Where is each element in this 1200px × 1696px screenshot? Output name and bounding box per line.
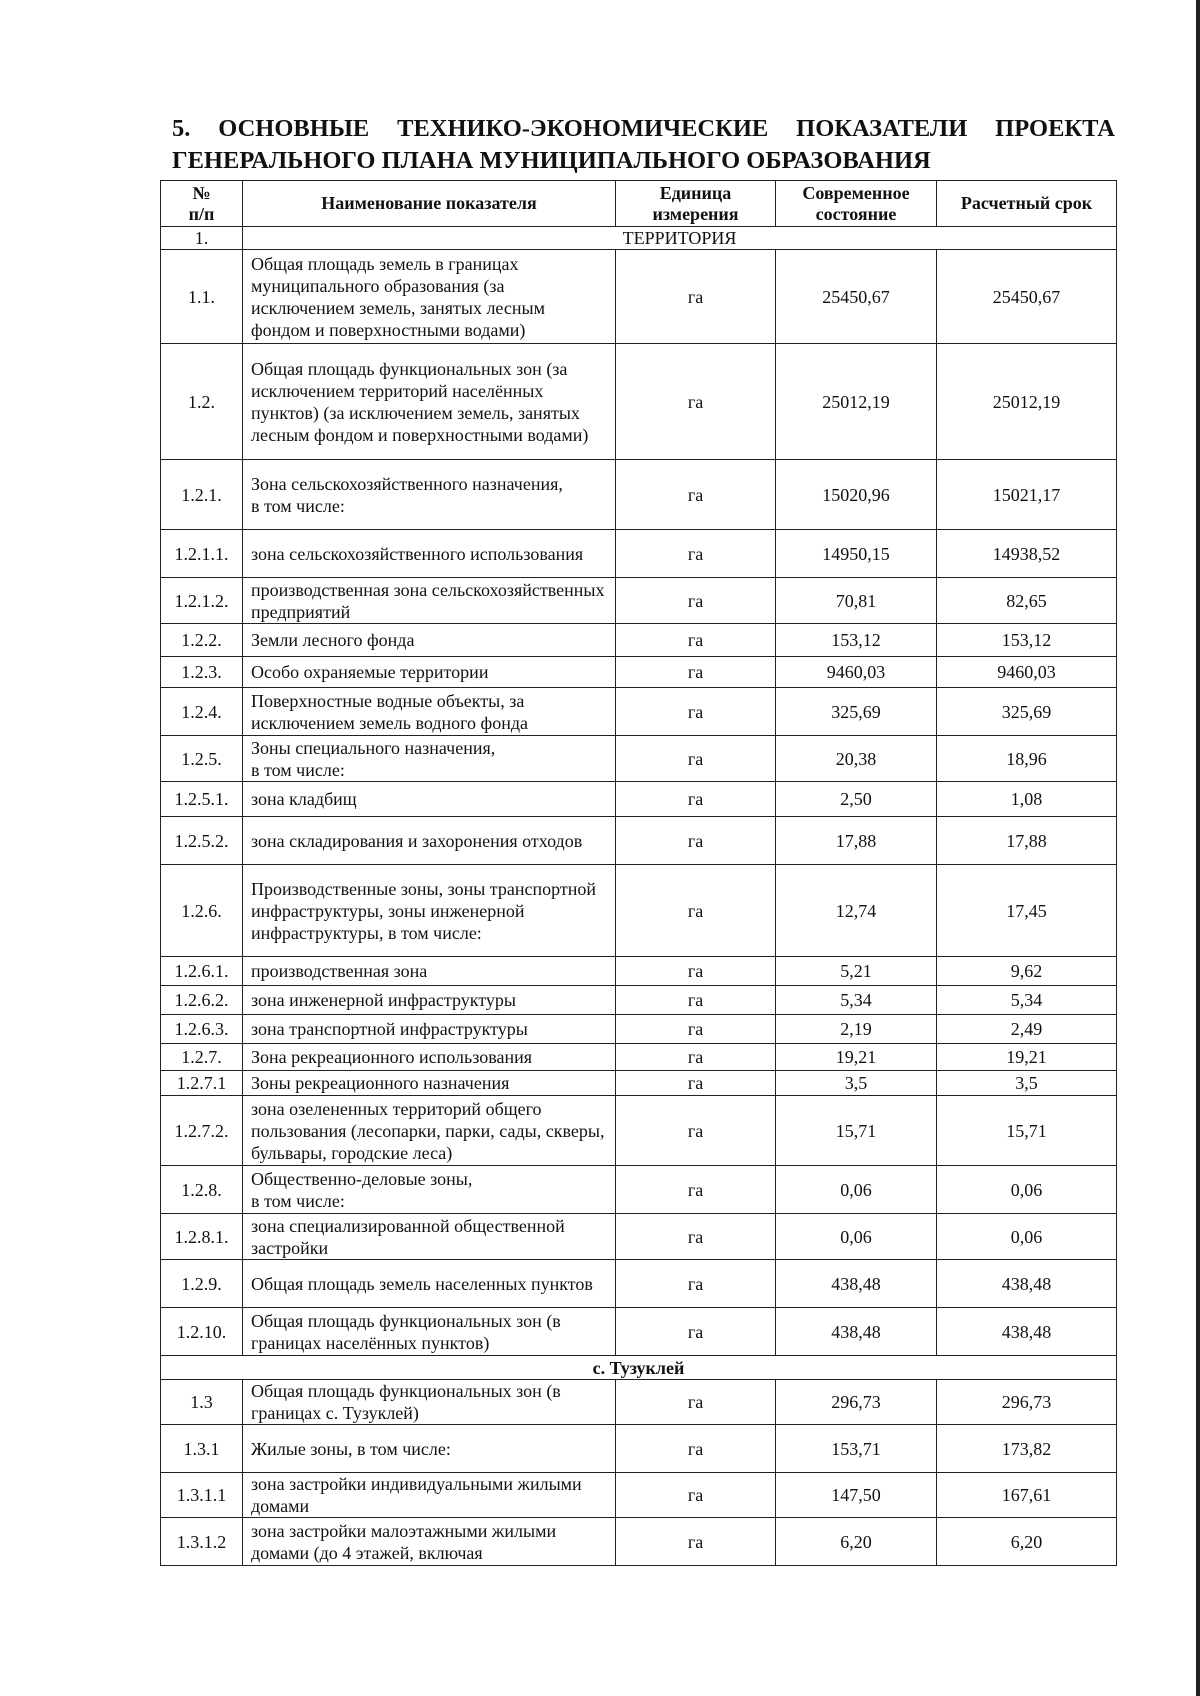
row-current: 2,50 <box>776 782 937 817</box>
row-current: 3,5 <box>776 1071 937 1096</box>
table-row <box>161 1380 1117 1425</box>
row-target: 438,48 <box>937 1260 1117 1308</box>
row-current: 20,38 <box>776 736 937 782</box>
table-row <box>161 782 1117 817</box>
row-current: 9460,03 <box>776 657 937 688</box>
row-unit: га <box>616 688 776 736</box>
row-unit: га <box>616 1260 776 1308</box>
row-name: зона озелененных территорий общего пользования (лесопарки, парки, сады, скверы, бульвары, городские леса) <box>243 1096 616 1166</box>
table-row <box>161 1518 1117 1566</box>
table-row <box>161 986 1117 1015</box>
table-row <box>161 1425 1117 1473</box>
section-title: ТЕРРИТОРИЯ <box>243 227 1117 250</box>
row-unit: га <box>616 1473 776 1518</box>
row-unit: га <box>616 1380 776 1425</box>
row-current: 153,12 <box>776 624 937 657</box>
header-num: № п/п <box>161 181 243 227</box>
section-row <box>161 227 1117 250</box>
row-num: 1.2.5.2. <box>161 817 243 865</box>
row-current: 14950,15 <box>776 530 937 578</box>
row-unit: га <box>616 986 776 1015</box>
row-num: 1.3.1.2 <box>161 1518 243 1566</box>
row-name: производственная зона <box>243 957 616 986</box>
row-name: Зоны специального назначения, в том числе: <box>243 736 616 782</box>
table-row <box>161 1015 1117 1044</box>
row-unit: га <box>616 1518 776 1566</box>
row-num: 1.2.5. <box>161 736 243 782</box>
table-row <box>161 1473 1117 1518</box>
row-target: 19,21 <box>937 1044 1117 1071</box>
row-name: зона складирования и захоронения отходов <box>243 817 616 865</box>
row-name: производственная зона сельскохозяйственных предприятий <box>243 578 616 624</box>
row-target: 167,61 <box>937 1473 1117 1518</box>
table-row <box>161 344 1117 460</box>
row-num: 1.2.1.1. <box>161 530 243 578</box>
row-num: 1.2.7.1 <box>161 1071 243 1096</box>
row-current: 325,69 <box>776 688 937 736</box>
row-name: Зона сельскохозяйственного назначения, в том числе: <box>243 460 616 530</box>
row-name: Общая площадь функциональных зон (в границах с. Тузуклей) <box>243 1380 616 1425</box>
row-current: 2,19 <box>776 1015 937 1044</box>
row-name: Общая площадь земель в границах муниципального образования (за исключением земель, занятых лесным фондом и поверхностными водами) <box>243 250 616 344</box>
row-num: 1.2.4. <box>161 688 243 736</box>
row-num: 1.2.6. <box>161 865 243 957</box>
header-current: Современное состояние <box>776 181 937 227</box>
row-target: 2,49 <box>937 1015 1117 1044</box>
row-num: 1.2.7. <box>161 1044 243 1071</box>
table-row <box>161 957 1117 986</box>
row-unit: га <box>616 736 776 782</box>
row-num: 1.2.3. <box>161 657 243 688</box>
row-unit: га <box>616 530 776 578</box>
table-row <box>161 1214 1117 1260</box>
row-name: зона сельскохозяйственного использования <box>243 530 616 578</box>
page-edge <box>1196 0 1200 1696</box>
row-unit: га <box>616 1015 776 1044</box>
row-unit: га <box>616 460 776 530</box>
table-row <box>161 530 1117 578</box>
row-target: 15,71 <box>937 1096 1117 1166</box>
row-target: 3,5 <box>937 1071 1117 1096</box>
row-num: 1.2.8. <box>161 1166 243 1214</box>
row-unit: га <box>616 1044 776 1071</box>
row-unit: га <box>616 817 776 865</box>
row-target: 25012,19 <box>937 344 1117 460</box>
table-row <box>161 1166 1117 1214</box>
row-target: 438,48 <box>937 1308 1117 1356</box>
row-unit: га <box>616 1425 776 1473</box>
row-name: зона специализированной общественной застройки <box>243 1214 616 1260</box>
table-row <box>161 736 1117 782</box>
row-target: 296,73 <box>937 1380 1117 1425</box>
table-header-row <box>161 181 1117 227</box>
row-unit: га <box>616 865 776 957</box>
row-unit: га <box>616 1214 776 1260</box>
row-unit: га <box>616 1166 776 1214</box>
row-target: 9460,03 <box>937 657 1117 688</box>
row-target: 173,82 <box>937 1425 1117 1473</box>
row-current: 12,74 <box>776 865 937 957</box>
row-current: 0,06 <box>776 1214 937 1260</box>
table-row <box>161 578 1117 624</box>
row-num: 1.2.6.1. <box>161 957 243 986</box>
row-name: зона застройки малоэтажными жилыми домами (до 4 этажей, включая <box>243 1518 616 1566</box>
header-target: Расчетный срок <box>937 181 1117 227</box>
row-unit: га <box>616 1308 776 1356</box>
row-current: 70,81 <box>776 578 937 624</box>
row-current: 15,71 <box>776 1096 937 1166</box>
row-name: зона застройки индивидуальными жилыми домами <box>243 1473 616 1518</box>
row-target: 17,45 <box>937 865 1117 957</box>
row-name: Жилые зоны, в том числе: <box>243 1425 616 1473</box>
row-name: Общая площадь земель населенных пунктов <box>243 1260 616 1308</box>
row-num: 1.3.1 <box>161 1425 243 1473</box>
section-row <box>161 1356 1117 1380</box>
table-row <box>161 817 1117 865</box>
row-current: 15020,96 <box>776 460 937 530</box>
row-current: 25012,19 <box>776 344 937 460</box>
row-current: 5,21 <box>776 957 937 986</box>
row-name: зона кладбищ <box>243 782 616 817</box>
row-target: 1,08 <box>937 782 1117 817</box>
row-name: Зона рекреационного использования <box>243 1044 616 1071</box>
row-target: 325,69 <box>937 688 1117 736</box>
row-num: 1.2.7.2. <box>161 1096 243 1166</box>
header-unit: Единица измерения <box>616 181 776 227</box>
row-name: Особо охраняемые территории <box>243 657 616 688</box>
table-row <box>161 1044 1117 1071</box>
section-num: 1. <box>161 227 243 250</box>
row-num: 1.2.6.3. <box>161 1015 243 1044</box>
table-row <box>161 657 1117 688</box>
indicators-table <box>160 180 1117 1566</box>
row-unit: га <box>616 250 776 344</box>
row-unit: га <box>616 344 776 460</box>
row-unit: га <box>616 957 776 986</box>
row-current: 17,88 <box>776 817 937 865</box>
table-row <box>161 1096 1117 1166</box>
row-current: 5,34 <box>776 986 937 1015</box>
table-row <box>161 460 1117 530</box>
header-name: Наименование показателя <box>243 181 616 227</box>
row-current: 153,71 <box>776 1425 937 1473</box>
row-name: зона инженерной инфраструктуры <box>243 986 616 1015</box>
row-current: 19,21 <box>776 1044 937 1071</box>
row-target: 6,20 <box>937 1518 1117 1566</box>
row-current: 6,20 <box>776 1518 937 1566</box>
row-num: 1.2.1. <box>161 460 243 530</box>
row-num: 1.2.2. <box>161 624 243 657</box>
row-target: 18,96 <box>937 736 1117 782</box>
page-title: 5. ОСНОВНЫЕ ТЕХНИКО-ЭКОНОМИЧЕСКИЕ ПОКАЗАТЕЛИ ПРОЕКТА ГЕНЕРАЛЬНОГО ПЛАНА МУНИЦИПАЛЬНОГО ОБРАЗОВАНИЯ <box>172 115 1115 174</box>
row-num: 1.2.1.2. <box>161 578 243 624</box>
table-row <box>161 250 1117 344</box>
row-unit: га <box>616 1096 776 1166</box>
row-num: 1.2. <box>161 344 243 460</box>
row-num: 1.3 <box>161 1380 243 1425</box>
row-current: 0,06 <box>776 1166 937 1214</box>
row-target: 9,62 <box>937 957 1117 986</box>
row-num: 1.2.6.2. <box>161 986 243 1015</box>
table-row <box>161 624 1117 657</box>
row-unit: га <box>616 657 776 688</box>
row-target: 14938,52 <box>937 530 1117 578</box>
row-name: Зоны рекреационного назначения <box>243 1071 616 1096</box>
row-name: Производственные зоны, зоны транспортной инфраструктуры, зоны инженерной инфраструктуры, в том числе: <box>243 865 616 957</box>
row-target: 153,12 <box>937 624 1117 657</box>
row-num: 1.1. <box>161 250 243 344</box>
row-name: Земли лесного фонда <box>243 624 616 657</box>
row-current: 25450,67 <box>776 250 937 344</box>
row-current: 438,48 <box>776 1260 937 1308</box>
row-target: 82,65 <box>937 578 1117 624</box>
table-row <box>161 1260 1117 1308</box>
row-num: 1.3.1.1 <box>161 1473 243 1518</box>
row-unit: га <box>616 1071 776 1096</box>
row-name: Поверхностные водные объекты, за исключением земель водного фонда <box>243 688 616 736</box>
row-name: Общая площадь функциональных зон (за исключением территорий населённых пунктов) (за исключением земель, занятых лесным фондом и поверхностными водами) <box>243 344 616 460</box>
table-row <box>161 1308 1117 1356</box>
row-num: 1.2.10. <box>161 1308 243 1356</box>
row-target: 17,88 <box>937 817 1117 865</box>
table-row <box>161 865 1117 957</box>
row-name: Общая площадь функциональных зон (в границах населённых пунктов) <box>243 1308 616 1356</box>
table-row <box>161 688 1117 736</box>
row-current: 147,50 <box>776 1473 937 1518</box>
section-title: с. Тузуклей <box>161 1356 1117 1380</box>
row-target: 0,06 <box>937 1214 1117 1260</box>
row-num: 1.2.9. <box>161 1260 243 1308</box>
row-unit: га <box>616 578 776 624</box>
row-target: 0,06 <box>937 1166 1117 1214</box>
row-target: 15021,17 <box>937 460 1117 530</box>
row-num: 1.2.8.1. <box>161 1214 243 1260</box>
row-target: 5,34 <box>937 986 1117 1015</box>
row-name: зона транспортной инфраструктуры <box>243 1015 616 1044</box>
row-unit: га <box>616 624 776 657</box>
row-current: 296,73 <box>776 1380 937 1425</box>
table-row <box>161 1071 1117 1096</box>
row-target: 25450,67 <box>937 250 1117 344</box>
row-name: Общественно-деловые зоны, в том числе: <box>243 1166 616 1214</box>
row-unit: га <box>616 782 776 817</box>
row-current: 438,48 <box>776 1308 937 1356</box>
row-num: 1.2.5.1. <box>161 782 243 817</box>
